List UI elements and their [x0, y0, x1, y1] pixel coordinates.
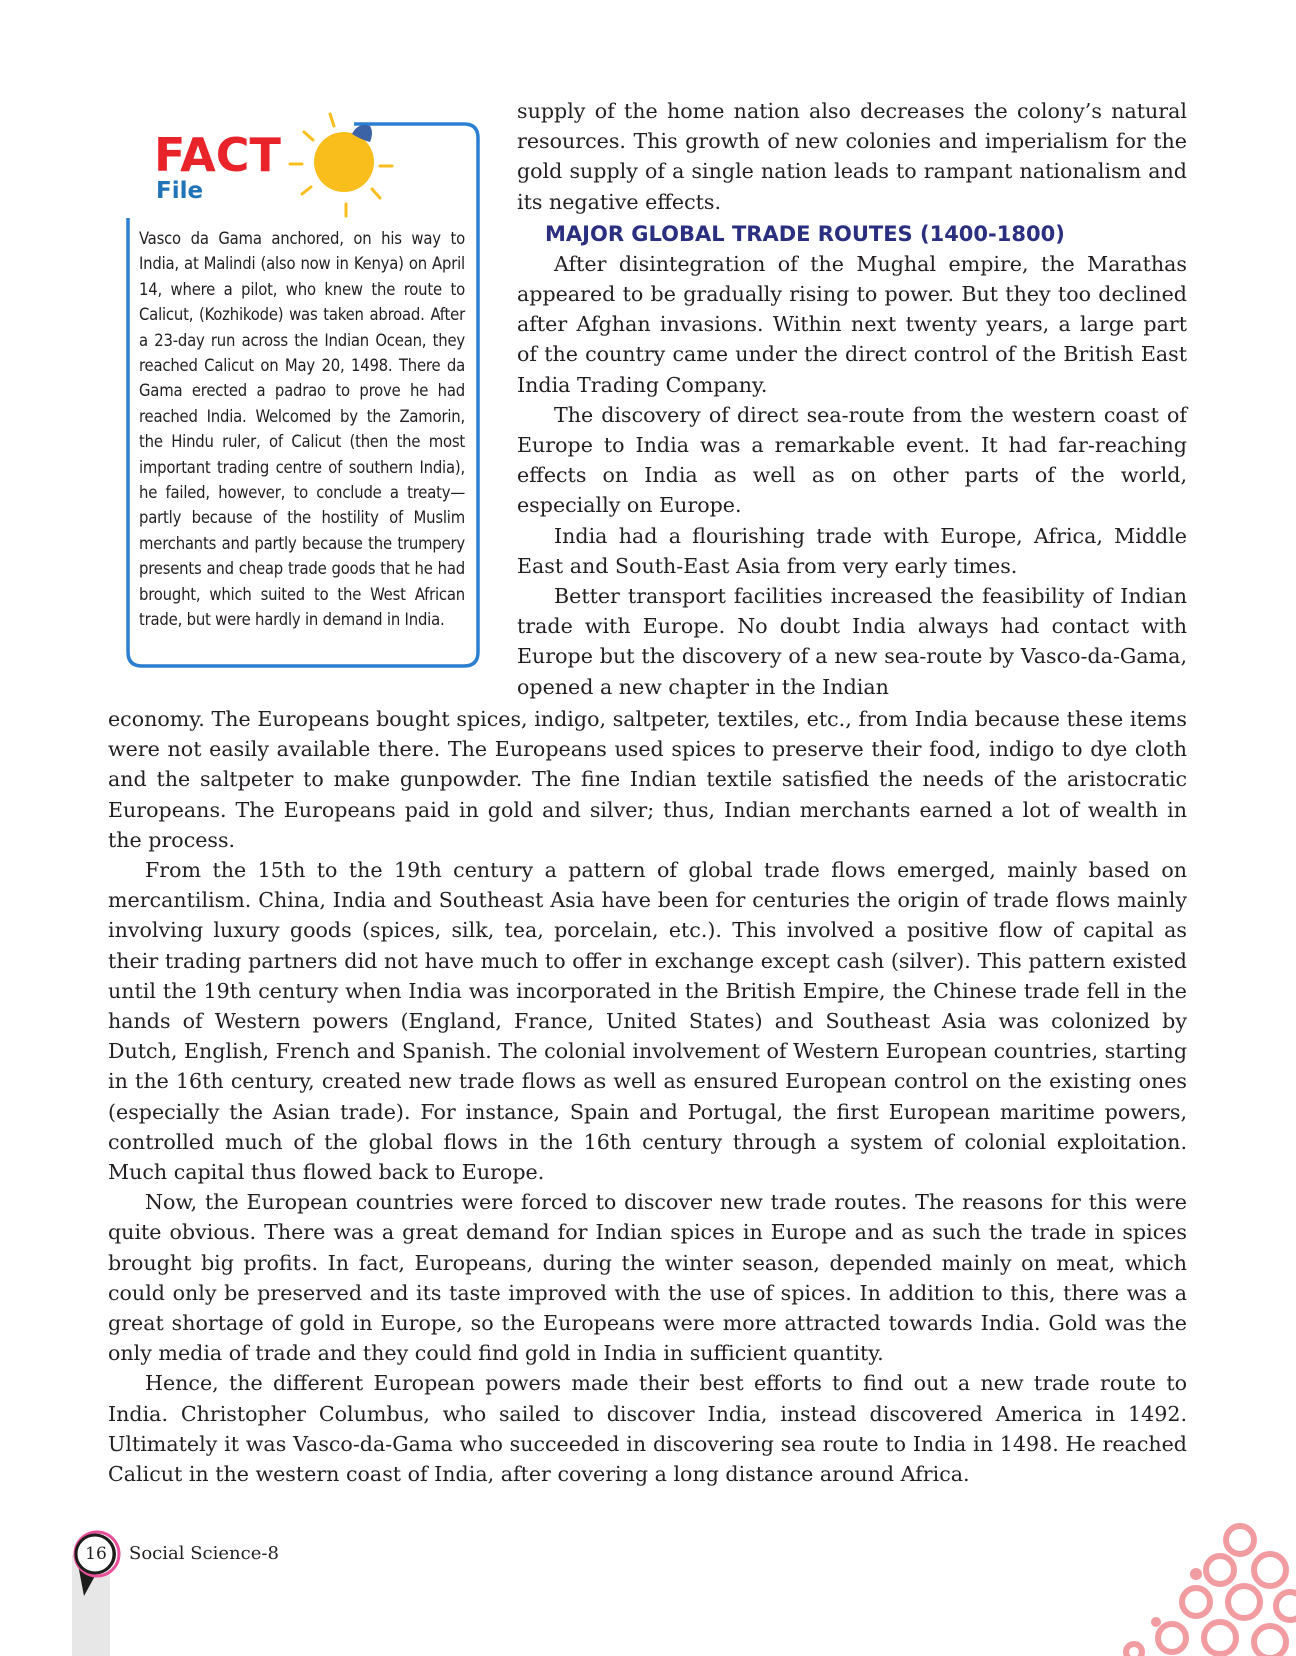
paragraph-transport: Better transport facilities increased the feasibility of Indian trade with Europe. No doubt India always had contact with Europe but the discovery of a new sea-route by Vasco-da-Gama, opened a new chapter in the Indian: [517, 584, 1187, 699]
section-heading: MAJOR GLOBAL TRADE ROUTES (1400-1800): [545, 221, 1065, 246]
paragraph-flourishing-trade: India had a flourishing trade with Europe, Africa, Middle East and South-East Asia from very early times.: [517, 523, 1187, 578]
intro-paragraph: supply of the home nation also decreases the colony’s natural resources. This growth of new colonies and imperialism for the gold supply of a single nation leads to rampant nationalism and its negative effects.: [517, 99, 1187, 214]
decorative-circles: [1120, 1516, 1296, 1656]
paragraph-mughal: After disintegration of the Mughal empire, the Marathas appeared to be gradually rising to power. But they too declined after Afghan invasions. Within next twenty years, a large part of the country came under the direct control of the British East India Trading Company.: [517, 251, 1187, 397]
lightbulb-icon: [286, 110, 406, 220]
paragraph-sea-route: The discovery of direct sea-route from the western coast of Europe to India was a remarkable event. It had far-reaching effects on India as well as on other parts of the world, especially on Europe.: [517, 402, 1187, 518]
page-number: 16: [85, 1544, 107, 1564]
right-column: [517, 96, 1187, 702]
full-width-text: [108, 704, 1187, 1489]
fact-title: FACT: [154, 128, 281, 182]
fact-subtitle: File: [156, 178, 204, 204]
fact-file-box: [126, 122, 480, 668]
paragraph-transport-continued: economy. The Europeans bought spices, indigo, saltpeter, textiles, etc., from India because these items were not easily available there. The Europeans used spices to preserve their food, indigo to dye cloth and the saltpeter to make gunpowder. The fine Indian textile satisfied the needs of the aristocratic Europeans. The Europeans paid in gold and silver; thus, Indian merchants earned a lot of wealth in the process.: [108, 707, 1187, 852]
book-title: Social Science-8: [129, 1543, 279, 1564]
paragraph-columbus: Hence, the different European powers made their best efforts to find out a new trade route to India. Christopher Columbus, who sailed to discover India, instead discovered America in 1492. Ultimately it was Vasco-da-Gama who succeeded in discovering sea route to India in 1498. He reached Calicut in the western coast of India, after covering a long distance around Africa.: [108, 1371, 1187, 1487]
paragraph-trade-flows: From the 15th to the 19th century a pattern of global trade flows emerged, mainly based on mercantilism. China, India and Southeast Asia have been for centuries the origin of trade flows mainly involving luxury goods (spices, silk, tea, porcelain, etc.). This involved a positive flow of capital as their trading partners did not have much to offer in exchange except cash (silver). This pattern existed until the 19th century when India was incorporated in the British Empire, the Chinese trade fell in the hands of Western powers (England, France, United States) and Southeast Asia was colonized by Dutch, English, French and Spanish. The colonial involvement of Western European countries, starting in the 16th century, created new trade flows as well as ensured European control on the existing ones (especially the Asian trade). For instance, Spain and Portugal, the first European maritime powers, controlled much of the global flows in the 16th century through a system of colonial exploitation. Much capital thus flowed back to Europe.: [108, 858, 1187, 1185]
fact-file-text: Vasco da Gama anchored, on his way to India, at Malindi (also now in Kenya) on April 14, where a pilot, who knew the route to Calicut, (Kozhikode) was taken abroad. After a 23-day run across the Indian Ocean, they reached Calicut on May 20, 1498. There da Gama erected a padrao to prove he had reached India. Welcomed by the Zamorin, the Hindu ruler, of Calicut (then the most important trading centre of southern India), he failed, however, to conclude a treaty—partly because of the hostility of Muslim merchants and partly because the trumpery presents and cheap trade goods that he had brought, which suited to the West African trade, but were hardly in demand in India.: [139, 229, 465, 630]
paragraph-new-routes: Now, the European countries were forced to discover new trade routes. The reasons for this were quite obvious. There was a great demand for Indian spices in Europe and as such the trade in spices brought big profits. In fact, Europeans, during the winter season, depended mainly on meat, which could only be preserved and its taste improved with the use of spices. In addition to this, there was a great shortage of gold in Europe, so the Europeans were more attracted towards India. Gold was the only media of trade and they could find gold in India in sufficient quantity.: [108, 1190, 1187, 1366]
